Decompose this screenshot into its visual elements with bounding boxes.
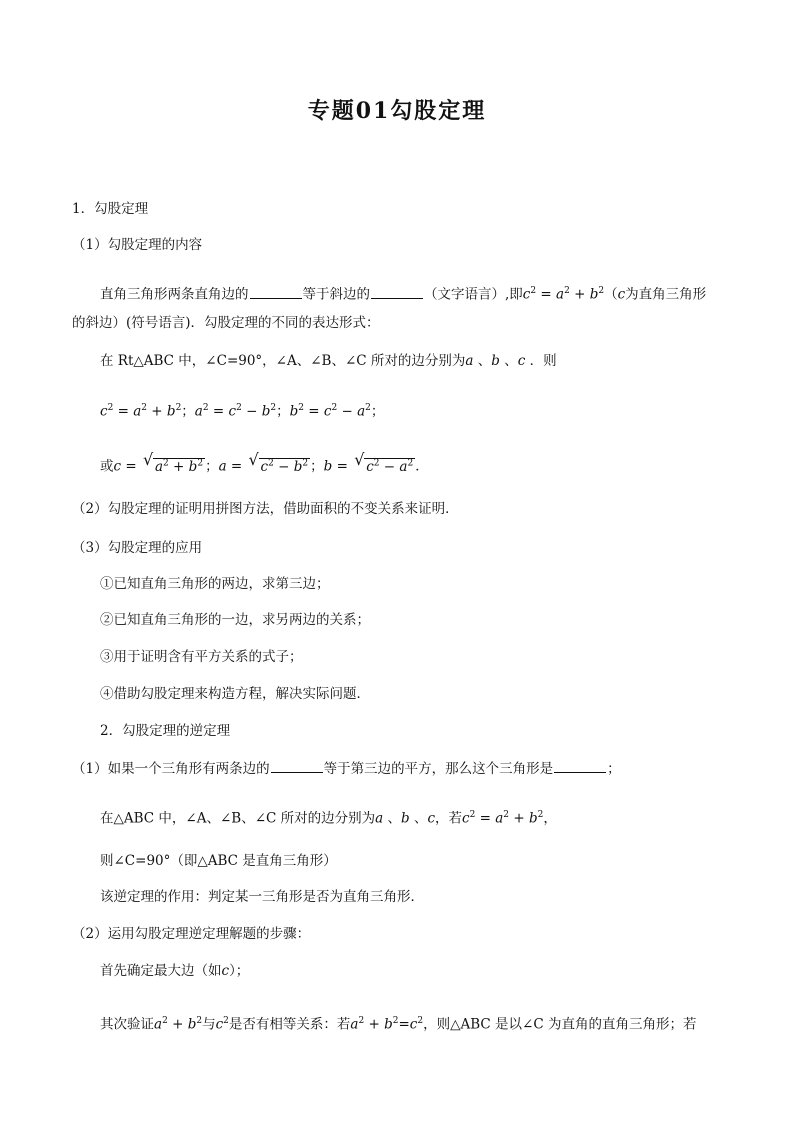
answer-blank[interactable] <box>271 758 323 773</box>
paragraph-step-1: 首先确定最大边（如c）； <box>100 963 250 979</box>
section-1-heading: 1．勾股定理 <box>72 201 149 217</box>
subsection-1-2: （2）勾股定理的证明用拼图方法，借助面积的不变关系来证明． <box>72 501 459 517</box>
list-item: ②已知直角三角形的一边，求另两边的关系； <box>100 612 370 628</box>
subsection-1-1: （1）勾股定理的内容 <box>72 237 203 253</box>
sqrt-symbol: √ $a^2 + b^2$ <box>143 453 205 477</box>
answer-blank[interactable] <box>371 284 423 299</box>
sqrt-symbol: √ $c^2 - a^2$ <box>354 453 415 477</box>
paragraph-rt-triangle: 在 Rt△ABC 中，∠C=90°，∠A、∠B、∠C 所对的边分别为a 、b 、c ．则 <box>100 353 557 369</box>
page-title: 专题01勾股定理 <box>307 98 487 124</box>
list-item: ③用于证明含有平方关系的式子； <box>100 649 303 665</box>
paragraph-converse: （1）如果一个三角形有两条边的 等于第三边的平方，那么这个三角形是 ； <box>72 758 621 779</box>
answer-blank[interactable] <box>554 758 606 773</box>
sqrt-symbol: √ $c^2 - b^2$ <box>249 453 311 477</box>
paragraph-definition-cont: 的斜边）(符号语言)．勾股定理的不同的表达形式： <box>72 315 380 331</box>
subsection-1-3: （3）勾股定理的应用 <box>72 540 203 556</box>
formula-squares: $c^2 = a^2 + b^2$；$a^2 = c^2 - b^2$；$b^2 = c^2 - a^2$； <box>100 403 385 420</box>
list-item: ①已知直角三角形的两边，求第三边； <box>100 576 330 592</box>
paragraph-purpose: 该逆定理的作用：判定某一三角形是否为直角三角形． <box>100 889 424 905</box>
subsection-2-2: （2）运用勾股定理逆定理解题的步骤： <box>72 926 311 942</box>
paragraph-converse-condition: 在△ABC 中，∠A、∠B、∠C 所对的边分别为a 、b 、c，若$c^2 = a^2 + b^2$， <box>100 810 557 827</box>
formula-roots: 或c = √ $a^2 + b^2$ ；a = √ $c^2 - b^2$ ；b = √ $c^2 - a^2$ ． <box>100 453 429 477</box>
list-item: ④借助勾股定理来构造方程，解决实际问题． <box>100 686 370 702</box>
paragraph-step-2: 其次验证$a^2 + b^2$与$c^2$是否有相等关系：若$a^2 + b^2=c^2$，则△ABC 是以∠C 为直角的直角三角形；若 <box>100 1016 697 1033</box>
paragraph-conclusion: 则∠C=90°（即△ABC 是直角三角形） <box>100 853 337 869</box>
paragraph-definition: 直角三角形两条直角边的 等于斜边的 （文字语言）,即$c^2 = a^2 + b^2(c$为直角三角形 <box>100 281 706 305</box>
answer-blank[interactable] <box>250 284 302 299</box>
section-2-heading: 2．勾股定理的逆定理 <box>100 723 231 739</box>
